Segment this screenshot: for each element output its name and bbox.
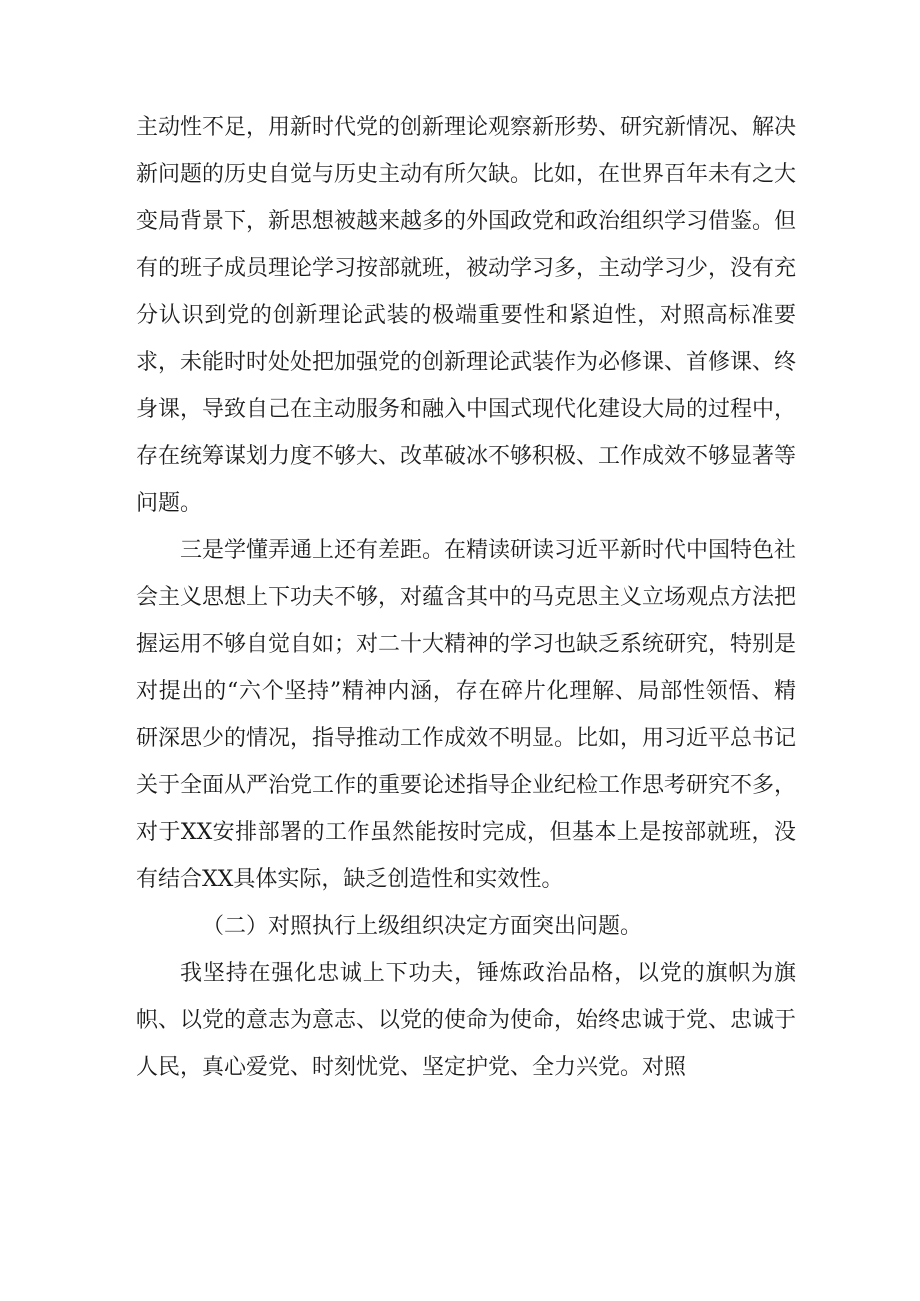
paragraph-study-gap: 三是学懂弄通上还有差距。在精读研读习近平新时代中国特色社会主义思想上下功夫不够，对蕴含其中的马克思主义立场观点方法把握运用不够自觉自如；对二十大精神的学习也缺乏系统研究，特别是对提出的“六个坚持”精神内涵，存在碎片化理解、局部性领悟、精研深思少的情况，指导推动工作成效不明显。比如，用习近平总书记关于全面从严治党工作的重要论述指导企业纪检工作思考研究不多，对于XX安排部署的工作虽然能按时完成，但基本上是按部就班，没有结合XX具体实际，缺乏创造性和实效性。 [136, 538, 797, 892]
document-body [136, 104, 796, 1091]
paragraph-loyalty: 我坚持在强化忠诚上下功夫，锤炼政治品格，以党的旗帜为旗帜、以党的意志为意志、以党的使命为使命，始终忠诚于党、忠诚于人民，真心爱党、时刻忧党、坚定护党、全力兴党。对照 [136, 961, 797, 1080]
section-heading: （二）对照执行上级组织决定方面突出问题。 [202, 914, 643, 939]
paragraph-continuation: 主动性不足，用新时代党的创新理论观察新形势、研究新情况、解决新问题的历史自觉与历史主动有所欠缺。比如，在世界百年未有之大变局背景下，新思想被越来越多的外国政党和政治组织学习借鉴。但有的班子成员理论学习按部就班，被动学习多，主动学习少，没有充分认识到党的创新理论武装的极端重要性和紧迫性，对照高标准要求，未能时时处处把加强党的创新理论武装作为必修课、首修课、终身课，导致自己在主动服务和融入中国式现代化建设大局的过程中，存在统筹谋划力度不够大、改革破冰不够积极、工作成效不够显著等问题。 [136, 115, 797, 516]
